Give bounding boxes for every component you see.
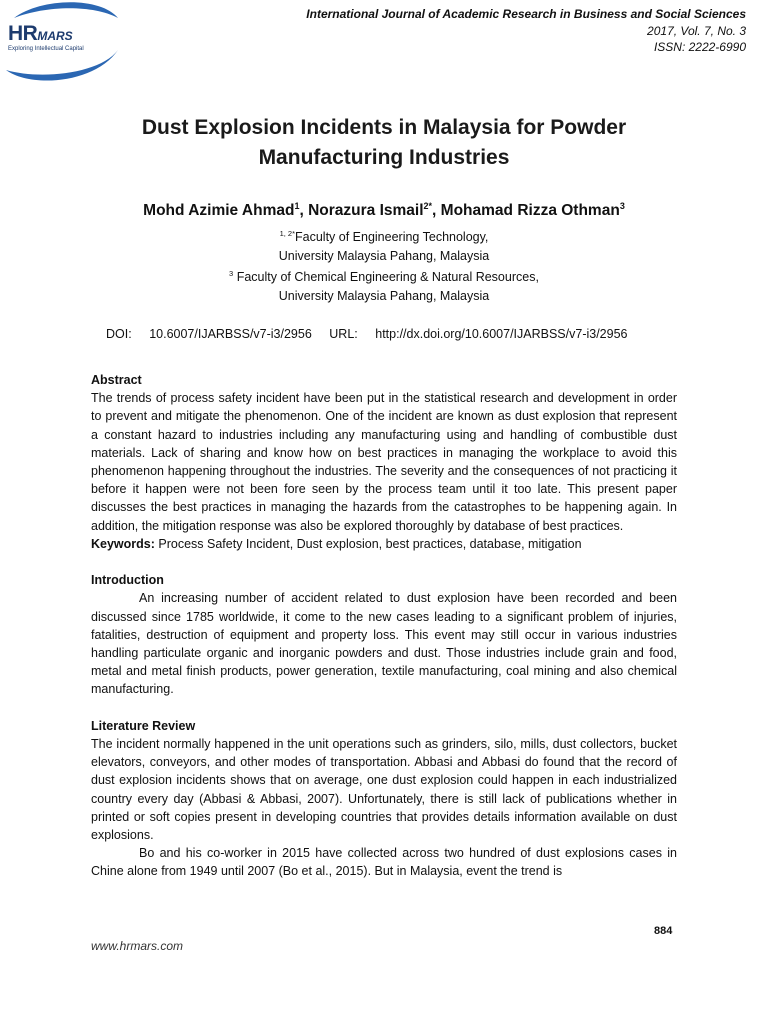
affil-line: Faculty of Chemical Engineering & Natural Resources,: [236, 270, 539, 285]
author-list: Mohd Azimie Ahmad$^1$, Norazura Ismail$^{2*}$, Mohamad Rizza Othman$^3$: [143, 201, 625, 220]
author-affil-mark: 3: [619, 201, 625, 211]
journal-issn: ISSN: 2222-6990: [653, 40, 746, 54]
literature-paragraph: Bo and his co-worker in 2015 have collected across two hundred of dust explosions cases in Chine alone from 1949 until 2007 (Bo et al., 2015). But in Malaysia, event the trend is: [91, 846, 677, 879]
introduction-heading: Introduction: [91, 573, 164, 588]
keywords-label: Keywords:: [91, 536, 155, 551]
journal-name: International Journal of Academic Research in Business and Social Sciences: [306, 7, 746, 21]
affil-mark: 1, 2*: [279, 229, 295, 238]
journal-volume: 2017, Vol. 7, No. 3: [647, 23, 746, 38]
doi-value[interactable]: 10.6007/IJARBSS/v7-i3/2956: [149, 327, 312, 341]
logo-brand-sub: MARS: [37, 29, 73, 43]
keywords-text: Process Safety Incident, Dust explosion, best practices, database, mitigation: [158, 536, 582, 551]
author-name: Mohd Azimie Ahmad: [143, 202, 295, 220]
affil-line: University Malaysia Pahang, Malaysia: [278, 248, 490, 263]
keywords-line: [91, 535, 677, 553]
page-number: 884: [654, 925, 673, 937]
paper-title: [0, 113, 768, 173]
doi-label: DOI:: [106, 327, 132, 341]
journal-header: [306, 6, 746, 56]
footer-url[interactable]: www.hrmars.com: [91, 939, 184, 953]
url-label: URL:: [329, 327, 358, 341]
url-link[interactable]: http://dx.doi.org/10.6007/IJARBSS/v7-i3/2956: [375, 327, 628, 341]
affil-mark: 3: [229, 269, 234, 279]
logo-tagline: Exploring Intellectual Capital: [8, 46, 84, 52]
title-line-2: Manufacturing Industries: [258, 146, 510, 169]
author-name: Norazura Ismail: [308, 202, 424, 220]
affiliations: [0, 225, 768, 305]
introduction-text: An increasing number of accident related to dust explosion have been recorded and been discussed since 1785 worldwide, it come to the new cases leading to a significant problem of injuries, fatalities, destruction of equipment and property loss. This event may still occur in various industries handling particulate organic and inorganic powders and dust. Those industries include grain and food, metal and metal finish products, power generation, textile manufacturing, coal mining and also chemical manufacturing.: [91, 591, 677, 697]
abstract-heading: Abstract: [91, 373, 142, 387]
logo-brand-main: HR: [8, 22, 38, 45]
affil-line: Faculty of Engineering Technology,: [295, 230, 489, 245]
publisher-logo: [0, 0, 130, 82]
author-affil-mark: 2*: [423, 201, 433, 211]
affil-line: University Malaysia Pahang, Malaysia: [278, 288, 490, 303]
abstract-text: The trends of process safety incident have been put in the statistical research and development in order to prevent and mitigate the phenomenon. One of the incident are known as dust explosion that represent a constant hazard to industries including any manufacturing using and handling of combustible dust materials. Lack of sharing and know how on best practices in managing the workplace to avoid this phenomenon happening throughout the industries. The severity and the consequences of not practicing it before it happen were not been fore seen by the process team until it too late. This present paper discusses the best practices in managing the hazards from the catastrophes to be happening again. In addition, the mitigation response was also be explored thoroughly by database of best practices.: [91, 391, 677, 533]
paper-body: [91, 371, 677, 881]
literature-heading: Literature Review: [91, 718, 196, 733]
title-line-1: Dust Explosion Incidents in Malaysia for Powder: [141, 116, 627, 139]
logo-wordmark: [8, 22, 73, 46]
author-affil-mark: 1: [294, 201, 300, 211]
doi-line: [106, 327, 642, 341]
literature-paragraph: The incident normally happened in the unit operations such as grinders, silo, mills, dust collectors, bucket elevators, conveyors, and other modes of transportation. Abbasi and Abbasi do found that the record of dust explosion incidents shows that on average, one dust explosion could happen in each industrialized country every day (Abbasi & Abbasi, 2007). Unfortunately, there is still lack of publications whether in printed or soft copies present in developing countries that provides details information available on dust explosions.: [91, 737, 677, 843]
author-name: Mohamad Rizza Othman: [440, 202, 620, 220]
